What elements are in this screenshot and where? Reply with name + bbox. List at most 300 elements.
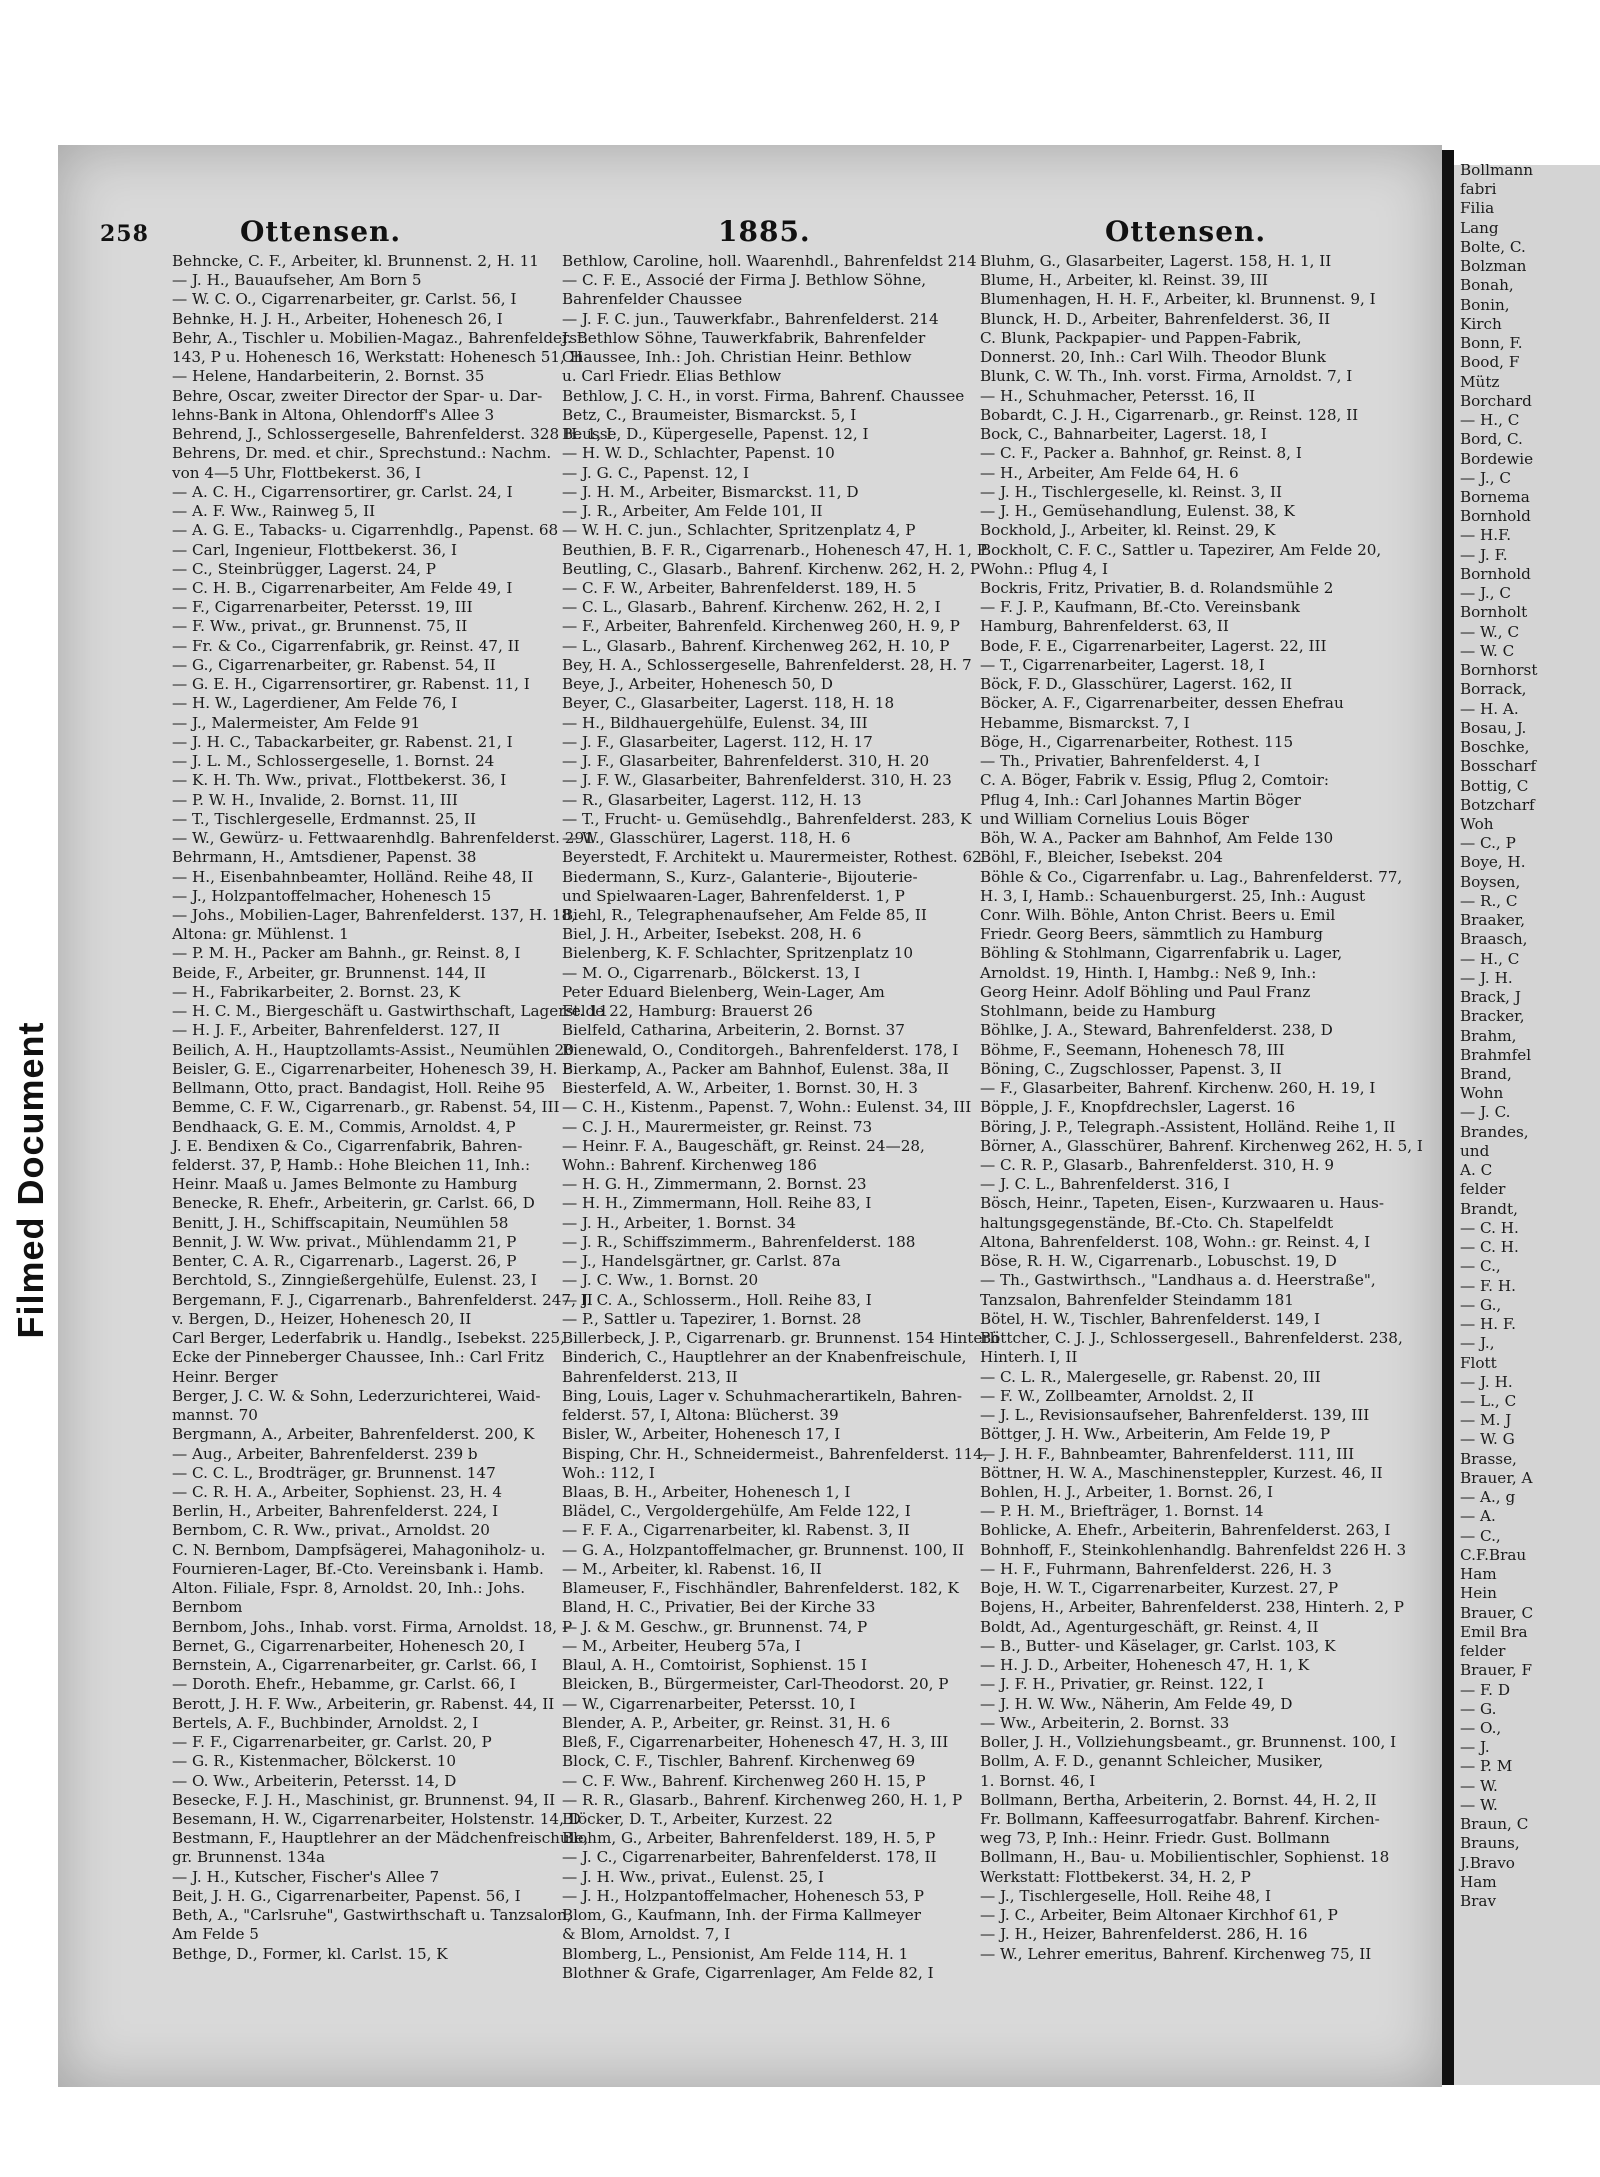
- directory-entry-line: — J., Tischlergeselle, Holl. Reihe 48, I: [980, 1886, 1272, 1905]
- directory-entry-line: — H. F., Fuhrmann, Bahrenfelderst. 226, H. 3: [980, 1559, 1332, 1578]
- directory-entry-line: u. Carl Friedr. Elias Bethlow: [562, 367, 782, 386]
- directory-entry-line: — H. G. H., Zimmermann, 2. Bornst. 23: [562, 1175, 867, 1194]
- directory-entry-line: Bockhold, J., Arbeiter, kl. Reinst. 29, K: [980, 521, 1276, 540]
- directory-entry-line: Bohlen, H. J., Arbeiter, 1. Bornst. 26, I: [980, 1483, 1273, 1501]
- directory-entry-line: Donnerst. 20, Inh.: Carl Wilh. Theodor Blunk: [980, 348, 1326, 367]
- running-year: 1885.: [718, 215, 811, 248]
- directory-entry-line: Böhl, F., Bleicher, Isebekst. 204: [980, 848, 1223, 867]
- directory-entry-line: Benter, C. A. R., Cigarrenarb., Lagerst. 26, P: [172, 1252, 517, 1271]
- directory-entry-line: Bendhaack, G. E. M., Commis, Arnoldst. 4, P: [172, 1117, 516, 1136]
- directory-entry-line: — C. H., Kistenm., Papenst. 7, Wohn.: Eulenst. 34, III: [562, 1098, 972, 1117]
- directory-entry-line: Chaussee, Inh.: Joh. Christian Heinr. Bethlow: [562, 348, 912, 367]
- directory-entry-line: — J. R., Arbeiter, Am Felde 101, II: [562, 502, 823, 521]
- directory-entry-line: — H. W. D., Schlachter, Papenst. 10: [562, 444, 835, 463]
- facing-page-fragment: Brauer, C: [1460, 1603, 1534, 1622]
- directory-entry-line: Blöcker, D. T., Arbeiter, Kurzest. 22: [562, 1809, 833, 1828]
- facing-page-fragment: Brandt,: [1460, 1199, 1518, 1218]
- directory-entry-line: Hebamme, Bismarckst. 7, I: [980, 713, 1190, 732]
- directory-entry-line: Bienewald, O., Conditorgeh., Bahrenfelderst. 178, I: [562, 1040, 959, 1059]
- facing-page-fragment: Brand,: [1460, 1065, 1512, 1084]
- facing-page-fragment: felder: [1460, 1180, 1506, 1199]
- directory-entry-line: Böcker, A. F., Cigarrenarbeiter, dessen Ehefrau: [980, 694, 1344, 713]
- directory-entry-line: — A. G. E., Tabacks- u. Cigarrenhdlg., Papenst. 68: [172, 521, 559, 540]
- facing-page-fragment: Boye, H.: [1460, 853, 1526, 872]
- directory-entry-line: — C. L. R., Malergeselle, gr. Rabenst. 20, III: [980, 1367, 1321, 1386]
- facing-page-fragment: Brahmfel: [1460, 1045, 1532, 1064]
- directory-entry-line: Bierkamp, A., Packer am Bahnhof, Eulenst. 38a, II: [562, 1059, 949, 1078]
- directory-entry-line: — H. J. F., Arbeiter, Bahrenfelderst. 127, II: [172, 1021, 500, 1040]
- facing-page-fragment: Wohn: [1460, 1084, 1504, 1103]
- directory-entry-line: Böttcher, C. J. J., Schlossergesell., Bahrenfelderst. 238,: [980, 1329, 1403, 1348]
- directory-entry-line: — J. L., Revisionsaufseher, Bahrenfelderst. 139, III: [980, 1406, 1370, 1425]
- directory-entry-line: Ecke der Pinneberger Chaussee, Inh.: Carl Fritz: [172, 1348, 544, 1367]
- facing-page-fragment: Kirch: [1460, 314, 1502, 333]
- facing-page-fragment: — G.: [1460, 1699, 1497, 1718]
- directory-entry-line: 143, P u. Hohenesch 16, Werkstatt: Hohenesch 51, H: [172, 348, 583, 367]
- directory-entry-line: Billerbeck, J. P., Cigarrenarb. gr. Brunnenst. 154 Hinterh: [562, 1329, 1000, 1348]
- directory-entry-line: — C. F. E., Associé der Firma J. Bethlow Söhne,: [562, 271, 927, 290]
- directory-entry-line: Bockris, Fritz, Privatier, B. d. Rolandsmühle 2: [980, 578, 1334, 597]
- directory-entry-line: Biesterfeld, A. W., Arbeiter, 1. Bornst. 30, H. 3: [562, 1079, 918, 1098]
- facing-page-fragment: — C.,: [1460, 1257, 1501, 1276]
- directory-entry-line: Altona, Bahrenfelderst. 108, Wohn.: gr. Reinst. 4, I: [980, 1232, 1371, 1251]
- facing-page-fragment: Braaker,: [1460, 911, 1526, 930]
- directory-entry-line: — C. H. B., Cigarrenarbeiter, Am Felde 49, I: [172, 578, 513, 597]
- facing-page-fragment: Borrack,: [1460, 680, 1527, 699]
- directory-entry-line: Besecke, F. J. H., Maschinist, gr. Brunnenst. 94, II: [172, 1790, 556, 1809]
- directory-entry-line: — M. O., Cigarrenarb., Bölckerst. 13, I: [562, 963, 860, 982]
- facing-page-fragment: — J.: [1460, 1738, 1490, 1757]
- facing-page-fragment: felder: [1460, 1642, 1506, 1661]
- directory-entry-line: — J. F. H., Privatier, gr. Reinst. 122, I: [980, 1675, 1264, 1694]
- facing-page-fragment: — F. D: [1460, 1680, 1511, 1699]
- directory-entry-line: 1. Bornst. 46, I: [980, 1771, 1096, 1790]
- directory-entry-line: — J. & M. Geschw., gr. Brunnenst. 74, P: [562, 1617, 868, 1636]
- directory-entry-line: Böhling & Stohlmann, Cigarrenfabrik u. Lager,: [980, 944, 1343, 963]
- directory-entry-line: Behrens, Dr. med. et chir., Sprechstund.: Nachm.: [172, 444, 552, 463]
- directory-entry-line: Behrmann, H., Amtsdiener, Papenst. 38: [172, 848, 477, 867]
- directory-entry-line: Blaul, A. H., Comtoirist, Sophienst. 15 I: [562, 1656, 868, 1675]
- directory-entry-line: Fournieren-Lager, Bf.-Cto. Vereinsbank i. Hamb.: [172, 1559, 544, 1578]
- directory-entry-line: Böring, J. P., Telegraph.-Assistent, Holländ. Reihe 1, II: [980, 1117, 1396, 1136]
- directory-entry-line: — W., Cigarrenarbeiter, Petersst. 10, I: [562, 1694, 856, 1713]
- directory-entry-line: — C. F. W., Arbeiter, Bahrenfelderst. 189, H. 5: [562, 578, 917, 597]
- directory-entry-line: Beilich, A. H., Hauptzollamts-Assist., Neumühlen 20: [172, 1040, 574, 1059]
- facing-page-fragment: — H.F.: [1460, 526, 1512, 545]
- directory-entry-line: Blädel, C., Vergoldergehülfe, Am Felde 122, I: [562, 1502, 911, 1521]
- facing-page: [1454, 161, 1600, 2085]
- directory-entry-line: Beit, J. H. G., Cigarrenarbeiter, Papenst. 56, I: [172, 1886, 521, 1905]
- facing-page-fragment: — J. H.: [1460, 968, 1513, 987]
- facing-page-fragment: Flott: [1460, 1353, 1497, 1372]
- facing-page-fragment: — R., C: [1460, 891, 1518, 910]
- directory-entry-line: — J. F., Glasarbeiter, Bahrenfelderst. 310, H. 20: [562, 752, 930, 771]
- directory-entry-line: — F. J. P., Kaufmann, Bf.-Cto. Vereinsbank: [980, 598, 1300, 617]
- directory-entry-line: — J. H. C., Tabackarbeiter, gr. Rabenst. 21, I: [172, 732, 513, 751]
- directory-entry-line: — C. J. H., Maurermeister, gr. Reinst. 73: [562, 1117, 873, 1136]
- directory-entry-line: Böning, C., Zugschlosser, Papenst. 3, II: [980, 1059, 1282, 1078]
- directory-entry-line: Böhme, F., Seemann, Hohenesch 78, III: [980, 1040, 1285, 1059]
- directory-entry-line: — Aug., Arbeiter, Bahrenfelderst. 239 b: [172, 1444, 478, 1463]
- directory-entry-line: — W. H. C. jun., Schlachter, Spritzenplatz 4, P: [562, 521, 916, 540]
- facing-page-fragment: Bornholt: [1460, 603, 1528, 622]
- facing-page-fragment: Brack, J: [1460, 988, 1521, 1007]
- directory-entry-line: — C. L., Glasarb., Bahrenf. Kirchenw. 262, H. 2, I: [562, 598, 941, 617]
- directory-entry-line: Böhle & Co., Cigarrenfabr. u. Lag., Bahrenfelderst. 77,: [980, 867, 1403, 886]
- facing-page-fragment: A. C: [1460, 1161, 1493, 1180]
- directory-entry-line: felderst. 37, P, Hamb.: Hohe Bleichen 11, Inh.:: [172, 1156, 531, 1175]
- directory-entry-line: Bernet, G., Cigarrenarbeiter, Hohenesch 20, I: [172, 1636, 525, 1655]
- directory-entry-line: Heinr. Berger: [172, 1367, 278, 1386]
- directory-entry-line: mannst. 70: [172, 1406, 258, 1425]
- directory-entry-line: Bernstein, A., Cigarrenarbeiter, gr. Carlst. 66, I: [172, 1656, 537, 1675]
- directory-entry-line: — C. F. Ww., Bahrenf. Kirchenweg 260 H. 15, P: [562, 1771, 926, 1790]
- directory-entry-line: — H., Bildhauergehülfe, Eulenst. 34, III: [562, 713, 868, 732]
- directory-entry-line: Hinterh. I, II: [980, 1348, 1078, 1367]
- directory-entry-line: Bojens, H., Arbeiter, Bahrenfelderst. 238, Hinterh. 2, P: [980, 1598, 1404, 1617]
- directory-entry-line: von 4—5 Uhr, Flottbekerst. 36, I: [172, 463, 421, 482]
- directory-entry-line: — F. Ww., privat., gr. Brunnenst. 75, II: [172, 617, 468, 636]
- directory-entry-line: — H. W., Lagerdiener, Am Felde 76, I: [172, 694, 458, 713]
- facing-page-fragment: Brahm,: [1460, 1026, 1517, 1045]
- side-stamp: Filmed Document: [10, 1021, 51, 1339]
- directory-entry-line: — J., Handelsgärtner, gr. Carlst. 87a: [562, 1252, 841, 1271]
- directory-entry-line: Blaas, B. H., Arbeiter, Hohenesch 1, I: [562, 1483, 851, 1501]
- directory-entry-line: Blomberg, L., Pensionist, Am Felde 114, H. 1: [562, 1944, 909, 1963]
- directory-entry-line: — L., Glasarb., Bahrenf. Kirchenweg 262, H. 10, P: [562, 636, 950, 655]
- directory-entry-line: J. E. Bendixen & Co., Cigarrenfabrik, Bahren-: [172, 1136, 523, 1155]
- directory-entry-line: Bisping, Chr. H., Schneidermeist., Bahrenfelderst. 114,: [562, 1444, 988, 1463]
- facing-page-fragment: Bosau, J.: [1460, 718, 1527, 737]
- facing-page-fragment: — G.,: [1460, 1295, 1502, 1314]
- directory-entry-line: Beisler, G. E., Cigarrenarbeiter, Hohenesch 39, H. P: [172, 1059, 573, 1078]
- facing-page-fragment: — W.: [1460, 1795, 1498, 1814]
- facing-page-fragment: — O.,: [1460, 1718, 1502, 1737]
- directory-entry-line: Wohn.: Pflug 4, I: [980, 559, 1109, 578]
- directory-entry-line: Bergemann, F. J., Cigarrenarb., Bahrenfelderst. 247, II: [172, 1290, 593, 1309]
- facing-page-fragment: Botzcharf: [1460, 795, 1535, 814]
- directory-entry-line: — F., Cigarrenarbeiter, Petersst. 19, III: [172, 598, 473, 617]
- directory-entry-line: Biedermann, S., Kurz-, Galanterie-, Bijouterie-: [562, 867, 918, 886]
- facing-page-fragment: — J., C: [1460, 584, 1512, 603]
- left-margin: [0, 0, 56, 2177]
- directory-entry-line: Behrend, J., Schlossergeselle, Bahrenfelderst. 328 H. 1, I: [172, 425, 613, 444]
- directory-entry-line: Benitt, J. H., Schiffscapitain, Neumühlen 58: [172, 1213, 509, 1232]
- facing-page-fragment: Ham: [1460, 1872, 1497, 1891]
- directory-entry-line: — J. C. Ww., 1. Bornst. 20: [562, 1271, 759, 1290]
- directory-entry-line: Bisler, W., Arbeiter, Hohenesch 17, I: [562, 1425, 841, 1444]
- directory-entry-line: Bollm, A. F. D., genannt Schleicher, Musiker,: [980, 1752, 1324, 1771]
- directory-entry-line: Bielfeld, Catharina, Arbeiterin, 2. Bornst. 37: [562, 1021, 905, 1040]
- directory-entry-line: — J., Holzpantoffelmacher, Hohenesch 15: [172, 886, 492, 905]
- directory-entry-line: Carl Berger, Lederfabrik u. Handlg., Isebekst. 225,: [172, 1329, 565, 1348]
- facing-page-fragment: Mütz: [1460, 372, 1500, 391]
- facing-page-fragment: Bornhorst: [1460, 661, 1538, 680]
- facing-page-fragment: Bonn, F.: [1460, 334, 1523, 353]
- directory-entry-line: Bock, C., Bahnarbeiter, Lagerst. 18, I: [980, 425, 1267, 444]
- facing-page-fragment: Bornhold: [1460, 564, 1531, 583]
- directory-entry-line: — H. J. D., Arbeiter, Hohenesch 47, H. 1, K: [980, 1656, 1310, 1675]
- facing-page-fragment: — H. F.: [1460, 1315, 1516, 1334]
- directory-entry-line: Bethge, D., Former, kl. Carlst. 15, K: [172, 1944, 448, 1963]
- directory-entry-line: felderst. 57, I, Altona: Blücherst. 39: [562, 1406, 839, 1425]
- directory-entry-line: — T., Tischlergeselle, Erdmannst. 25, II: [172, 809, 477, 828]
- page-header: [100, 215, 1370, 251]
- facing-page-fragment: Brauns,: [1460, 1834, 1520, 1853]
- directory-entry-line: — J., Malermeister, Am Felde 91: [172, 713, 421, 732]
- facing-page-fragment: Bollmann: [1460, 161, 1534, 179]
- directory-entry-line: Böh, W. A., Packer am Bahnhof, Am Felde 130: [980, 829, 1334, 848]
- directory-entry-line: — J. H. M., Arbeiter, Bismarckst. 11, D: [562, 482, 859, 501]
- directory-entry-line: — W., Gewürz- u. Fettwaarenhdlg. Bahrenfelderst. 291: [172, 829, 594, 848]
- directory-entry-line: Block, C. F., Tischler, Bahrenf. Kirchenweg 69: [562, 1752, 916, 1771]
- directory-entry-line: und William Cornelius Louis Böger: [980, 809, 1249, 828]
- directory-entry-line: Bernbom: [172, 1598, 243, 1617]
- directory-entry-line: Behncke, C. F., Arbeiter, kl. Brunnenst. 2, H. 11: [172, 252, 539, 270]
- directory-entry-line: Böttner, H. W. A., Maschinensteppler, Kurzest. 46, II: [980, 1463, 1383, 1482]
- directory-entry-line: Bollmann, H., Bau- u. Mobilientischler, Sophienst. 18: [980, 1848, 1390, 1867]
- facing-page-fragment: Bonah,: [1460, 276, 1514, 295]
- facing-page-fragment: — P. M: [1460, 1757, 1513, 1776]
- directory-entry-line: — J. H. F., Bahnbeamter, Bahrenfelderst. 111, III: [980, 1444, 1355, 1463]
- facing-page-fragment: fabri: [1460, 180, 1497, 199]
- facing-page-fragment: Bonin,: [1460, 295, 1510, 314]
- directory-entry-line: — H., Fabrikarbeiter, 2. Bornst. 23, K: [172, 982, 461, 1001]
- directory-entry-line: Bernbom, C. R. Ww., privat., Arnoldst. 20: [172, 1521, 490, 1540]
- directory-entry-line: — J. H., Arbeiter, 1. Bornst. 34: [562, 1213, 796, 1232]
- directory-entry-line: Bey, H. A., Schlossergeselle, Bahrenfelderst. 28, H. 7: [562, 655, 972, 674]
- facing-page-fragment: — C., P: [1460, 834, 1516, 853]
- facing-page-fragment: Bolzman: [1460, 257, 1527, 276]
- facing-page-fragment: Brauer, F: [1460, 1661, 1533, 1680]
- facing-page-fragment: — J. H.: [1460, 1372, 1513, 1391]
- facing-page-fragment: Boysen,: [1460, 872, 1521, 891]
- facing-page-fragment: Ham: [1460, 1565, 1497, 1584]
- directory-entry-line: Bethlow, J. C. H., in vorst. Firma, Bahrenf. Chaussee: [562, 386, 965, 405]
- directory-entry-line: — H., Arbeiter, Am Felde 64, H. 6: [980, 463, 1239, 482]
- directory-entry-line: — J. C., Arbeiter, Beim Altonaer Kirchhof 61, P: [980, 1906, 1338, 1925]
- facing-page-fragment: — C. H.: [1460, 1238, 1519, 1257]
- facing-page-fragment: — W. C: [1460, 641, 1515, 660]
- directory-entry-line: Bellmann, Otto, pract. Bandagist, Holl. Reihe 95: [172, 1079, 546, 1098]
- facing-page-fragment: — H., C: [1460, 411, 1520, 430]
- directory-entry-line: — F. F., Cigarrenarbeiter, gr. Carlst. 20, P: [172, 1733, 492, 1752]
- directory-entry-line: — J. H. Ww., privat., Eulenst. 25, I: [562, 1867, 824, 1886]
- directory-entry-line: — O. Ww., Arbeiterin, Petersst. 14, D: [172, 1771, 457, 1790]
- directory-entry-line: — W. C. O., Cigarrenarbeiter, gr. Carlst. 56, I: [172, 290, 517, 309]
- directory-entry-line: Biel, J. H., Arbeiter, Isebekst. 208, H. 6: [562, 925, 862, 944]
- directory-entry-line: C. A. Böger, Fabrik v. Essig, Pflug 2, Comtoir:: [980, 771, 1330, 790]
- directory-entry-line: Bestmann, F., Hauptlehrer an der Mädchenfreischule,: [172, 1829, 589, 1848]
- facing-page-fragment: — J.,: [1460, 1334, 1495, 1353]
- directory-entry-line: Bode, F. E., Cigarrenarbeiter, Lagerst. 22, III: [980, 636, 1327, 655]
- directory-entry-line: — J. H., Tischlergeselle, kl. Reinst. 3, II: [980, 482, 1282, 501]
- directory-entry-line: C. N. Bernbom, Dampfsägerei, Mahagoniholz- u.: [172, 1540, 546, 1559]
- facing-page-fragment: — W.: [1460, 1776, 1498, 1795]
- directory-entry-line: — K. H. Th. Ww., privat., Flottbekerst. 36, I: [172, 771, 507, 790]
- directory-entry-line: Berott, J. H. F. Ww., Arbeiterin, gr. Rabenst. 44, II: [172, 1694, 555, 1713]
- directory-entry-line: Bemme, C. F. W., Cigarrenarb., gr. Rabenst. 54, III: [172, 1098, 560, 1117]
- directory-entry-line: Bösch, Heinr., Tapeten, Eisen-, Kurzwaaren u. Haus-: [980, 1194, 1384, 1213]
- directory-entry-line: — J. G. C., Papenst. 12, I: [562, 463, 750, 482]
- directory-entry-line: Beide, F., Arbeiter, gr. Brunnenst. 144, II: [172, 963, 486, 982]
- directory-entry-line: Bergmann, A., Arbeiter, Bahrenfelderst. 200, K: [172, 1425, 535, 1444]
- directory-entry-line: Boje, H. W. T., Cigarrenarbeiter, Kurzest. 27, P: [980, 1579, 1339, 1598]
- directory-entry-line: Böge, H., Cigarrenarbeiter, Rothest. 115: [980, 732, 1294, 751]
- directory-entry-line: weg 73, P, Inh.: Heinr. Friedr. Gust. Bollmann: [980, 1829, 1330, 1848]
- directory-entry-line: Boldt, Ad., Agenturgeschäft, gr. Reinst. 4, II: [980, 1617, 1319, 1636]
- directory-entry-line: und Spielwaaren-Lager, Bahrenfelderst. 1, P: [562, 886, 905, 905]
- directory-entry-line: Heinr. Maaß u. James Belmonte zu Hamburg: [172, 1175, 518, 1194]
- facing-page-fragment: — F. H.: [1460, 1276, 1516, 1295]
- directory-entry-line: Blender, A. P., Arbeiter, gr. Reinst. 31, H. 6: [562, 1713, 891, 1732]
- directory-entry-line: Blume, H., Arbeiter, kl. Reinst. 39, III: [980, 271, 1269, 290]
- running-title-left: Ottensen.: [240, 215, 402, 248]
- facing-page-fragment: Lang: [1460, 218, 1499, 237]
- directory-entry-line: — M., Arbeiter, Heuberg 57a, I: [562, 1636, 801, 1655]
- directory-entry-line: Tanzsalon, Bahrenfelder Steindamm 181: [980, 1290, 1294, 1309]
- directory-entry-line: — G. R., Kistenmacher, Bölckerst. 10: [172, 1752, 457, 1771]
- directory-entry-line: Blunck, H. D., Arbeiter, Bahrenfelderst. 36, II: [980, 309, 1331, 328]
- directory-entry-line: — T., Frucht- u. Gemüsehdlg., Bahrenfelderst. 283, K: [562, 809, 972, 828]
- directory-entry-line: — H., Schuhmacher, Petersst. 16, II: [980, 386, 1256, 405]
- directory-entry-line: — A. C. H., Cigarrensortirer, gr. Carlst. 24, I: [172, 482, 513, 501]
- directory-entry-line: Wohn.: Bahrenf. Kirchenweg 186: [562, 1156, 817, 1175]
- directory-entry-line: — H. C. M., Biergeschäft u. Gastwirthschaft, Lagerst. 11: [172, 1002, 609, 1021]
- facing-page-fragment: C.F.Brau: [1460, 1545, 1527, 1564]
- directory-entry-line: Am Felde 5: [172, 1925, 259, 1944]
- directory-entry-line: Binderich, C., Hauptlehrer an der Knabenfreischule,: [562, 1348, 967, 1367]
- directory-entry-line: — G. E. H., Cigarrensortirer, gr. Rabenst. 11, I: [172, 675, 530, 694]
- directory-entry-line: Werkstatt: Flottbekerst. 34, H. 2, P: [980, 1867, 1251, 1886]
- directory-entry-line: — C., Steinbrügger, Lagerst. 24, P: [172, 559, 437, 578]
- directory-entry-line: — J. H., Holzpantoffelmacher, Hohenesch 53, P: [562, 1886, 925, 1905]
- directory-entry-line: — Fr. & Co., Cigarrenfabrik, gr. Reinst. 47, II: [172, 636, 520, 655]
- facing-page-fragment: Emil Bra: [1460, 1622, 1528, 1641]
- directory-entry-line: — J. F., Glasarbeiter, Lagerst. 112, H. 17: [562, 732, 873, 751]
- directory-entry-line: Beutling, C., Glasarb., Bahrenf. Kirchenw. 262, H. 2, P: [562, 559, 981, 578]
- directory-entry-line: — J. F. W., Glasarbeiter, Bahrenfelderst. 310, H. 23: [562, 771, 952, 790]
- facing-page-fragment: Braasch,: [1460, 930, 1528, 949]
- directory-entry-line: — F. F. A., Cigarrenarbeiter, kl. Rabenst. 3, II: [562, 1521, 910, 1540]
- directory-entry-line: Beyer, C., Glasarbeiter, Lagerst. 118, H. 18: [562, 694, 895, 713]
- directory-entry-line: — J. H., Bauaufseher, Am Born 5: [172, 271, 422, 290]
- directory-entry-line: — P. H. M., Briefträger, 1. Bornst. 14: [980, 1502, 1264, 1521]
- directory-entry-line: — F., Glasarbeiter, Bahrenf. Kirchenw. 260, H. 19, I: [980, 1079, 1376, 1098]
- directory-entry-line: Georg Heinr. Adolf Böhling und Paul Franz: [980, 982, 1311, 1001]
- directory-entry-line: Pflug 4, Inh.: Carl Johannes Martin Böger: [980, 790, 1301, 809]
- directory-entry-line: Blohm, G., Arbeiter, Bahrenfelderst. 189, H. 5, P: [562, 1829, 936, 1848]
- directory-entry-line: Behnke, H. J. H., Arbeiter, Hohenesch 26, I: [172, 309, 503, 328]
- facing-page-fragment: — M. J: [1460, 1411, 1512, 1430]
- directory-entry-line: — G. A., Holzpantoffelmacher, gr. Brunnenst. 100, II: [562, 1540, 965, 1559]
- directory-entry-line: — H., Eisenbahnbeamter, Holländ. Reihe 48, II: [172, 867, 534, 886]
- directory-entry-line: — F., Arbeiter, Bahrenfeld. Kirchenweg 260, H. 9, P: [562, 617, 960, 636]
- directory-entry-line: Altona: gr. Mühlenst. 1: [172, 925, 349, 944]
- directory-entry-line: — J. F. C. jun., Tauwerkfabr., Bahrenfelderst. 214: [562, 309, 939, 328]
- facing-page-fragment: Filia: [1460, 199, 1495, 218]
- directory-entry-line: H. 3, I, Hamb.: Schauenburgerst. 25, Inh.: August: [980, 886, 1366, 905]
- facing-page-fragment: Bosscharf: [1460, 757, 1537, 776]
- directory-entry-line: Peter Eduard Bielenberg, Wein-Lager, Am: [562, 982, 885, 1001]
- facing-page-fragment: J.Bravo: [1460, 1853, 1515, 1872]
- directory-entry-line: — M., Arbeiter, kl. Rabenst. 16, II: [562, 1559, 822, 1578]
- directory-entry-line: — J. R., Schiffszimmerm., Bahrenfelderst. 188: [562, 1232, 916, 1251]
- directory-entry-line: — J. C. A., Schlosserm., Holl. Reihe 83, I: [562, 1290, 872, 1309]
- directory-entry-line: Böse, R. H. W., Cigarrenarb., Lobuschst. 19, D: [980, 1252, 1337, 1271]
- directory-entry-line: — J. H., Heizer, Bahrenfelderst. 286, H. 16: [980, 1925, 1308, 1944]
- directory-entry-line: Benecke, R. Ehefr., Arbeiterin, gr. Carlst. 66, D: [172, 1194, 535, 1213]
- facing-page-fragment: Boschke,: [1460, 738, 1530, 757]
- page-number: 258: [100, 221, 149, 247]
- directory-entry-line: — J. L. M., Schlossergeselle, 1. Bornst. 24: [172, 752, 495, 771]
- directory-entry-line: Bluhm, G., Glasarbeiter, Lagerst. 158, H. 1, II: [980, 252, 1332, 270]
- facing-page-fragment: Bolte, C.: [1460, 237, 1526, 256]
- directory-entry-line: Friedr. Georg Beers, sämmtlich zu Hamburg: [980, 925, 1323, 944]
- directory-entry-line: — P., Sattler u. Tapezirer, 1. Bornst. 28: [562, 1309, 862, 1328]
- facing-page-column: [1454, 161, 1600, 1911]
- facing-page-fragment: — C. H.: [1460, 1218, 1519, 1237]
- directory-entry-line: Blumenhagen, H. H. F., Arbeiter, kl. Brunnenst. 9, I: [980, 290, 1376, 309]
- directory-entry-line: — R., Glasarbeiter, Lagerst. 112, H. 13: [562, 790, 862, 809]
- directory-entry-line: Woh.: 112, I: [562, 1463, 655, 1482]
- directory-entry-line: Hamburg, Bahrenfelderst. 63, II: [980, 617, 1229, 636]
- directory-entry-line: Bobardt, C. J. H., Cigarrenarb., gr. Reinst. 128, II: [980, 405, 1359, 424]
- directory-entry-line: Bland, H. C., Privatier, Bei der Kirche 33: [562, 1598, 876, 1617]
- facing-page-fragment: und: [1460, 1141, 1490, 1160]
- directory-entry-line: — J. H., Kutscher, Fischer's Allee 7: [172, 1867, 440, 1886]
- directory-entry-line: v. Bergen, D., Heizer, Hohenesch 20, II: [172, 1309, 472, 1328]
- directory-entry-line: — P. W. H., Invalide, 2. Bornst. 11, III: [172, 790, 458, 809]
- facing-page-fragment: Brasse,: [1460, 1449, 1517, 1468]
- directory-entry-line: — Heinr. F. A., Baugeschäft, gr. Reinst. 24—28,: [562, 1136, 925, 1155]
- directory-entry-line: — F. W., Zollbeamter, Arnoldst. 2, II: [980, 1386, 1254, 1405]
- directory-entry-line: Bohlicke, A. Ehefr., Arbeiterin, Bahrenfelderst. 263, I: [980, 1521, 1391, 1540]
- book-gutter: [1442, 150, 1454, 2085]
- directory-entry-line: gr. Brunnenst. 134a: [172, 1848, 326, 1867]
- facing-page-fragment: — A., g: [1460, 1488, 1516, 1507]
- directory-entry-line: Conr. Wilh. Böhle, Anton Christ. Beers u. Emil: [980, 905, 1336, 924]
- facing-page-fragment: — A.: [1460, 1507, 1496, 1526]
- directory-entry-line: — H. H., Zimmermann, Holl. Reihe 83, I: [562, 1194, 872, 1213]
- facing-page-fragment: Braun, C: [1460, 1815, 1529, 1834]
- facing-page-fragment: Bottig, C: [1460, 776, 1529, 795]
- directory-entry-line: — Helene, Handarbeiterin, 2. Bornst. 35: [172, 367, 485, 386]
- directory-entry-line: — Ww., Arbeiterin, 2. Bornst. 33: [980, 1713, 1230, 1732]
- directory-entry-line: Betz, C., Braumeister, Bismarckst. 5, I: [562, 405, 857, 424]
- directory-entry-line: Berlin, H., Arbeiter, Bahrenfelderst. 224, I: [172, 1502, 499, 1521]
- directory-entry-line: — J. H. W. Ww., Näherin, Am Felde 49, D: [980, 1694, 1293, 1713]
- directory-entry-line: J. Bethlow Söhne, Tauwerkfabrik, Bahrenfelder: [562, 328, 926, 347]
- directory-entry-line: Beusse, D., Küpergeselle, Papenst. 12, I: [562, 425, 869, 444]
- directory-entry-line: — Johs., Mobilien-Lager, Bahrenfelderst. 137, H. 18,: [172, 905, 577, 924]
- facing-page-fragment: — J. F.: [1460, 545, 1508, 564]
- facing-page-fragment: Brandes,: [1460, 1122, 1529, 1141]
- directory-entry-line: Behre, Oscar, zweiter Director der Spar- u. Dar-: [172, 386, 543, 405]
- facing-page-fragment: Hein: [1460, 1584, 1497, 1603]
- directory-entry-line: Bethlow, Caroline, holl. Waarenhdl., Bahrenfeldst 214: [562, 252, 977, 270]
- directory-entry-line: Stohlmann, beide zu Hamburg: [980, 1002, 1216, 1021]
- directory-entry-line: — C. R. H. A., Arbeiter, Sophienst. 23, H. 4: [172, 1483, 503, 1501]
- directory-entry-line: Besemann, H. W., Cigarrenarbeiter, Holstenstr. 14, D: [172, 1809, 581, 1828]
- directory-entry-line: Bollmann, Bertha, Arbeiterin, 2. Bornst. 44, H. 2, II: [980, 1790, 1377, 1809]
- directory-entry-line: Bockholt, C. F. C., Sattler u. Tapezirer, Am Felde 20,: [980, 540, 1382, 559]
- facing-page-fragment: Bordewie: [1460, 449, 1534, 468]
- directory-column-2: [562, 252, 1000, 1983]
- directory-entry-line: Böhlke, J. A., Steward, Bahrenfelderst. 238, D: [980, 1021, 1333, 1040]
- facing-page-fragment: Bood, F: [1460, 353, 1520, 372]
- directory-entry-line: Blunk, C. W. Th., Inh. vorst. Firma, Arnoldst. 7, I: [980, 367, 1353, 386]
